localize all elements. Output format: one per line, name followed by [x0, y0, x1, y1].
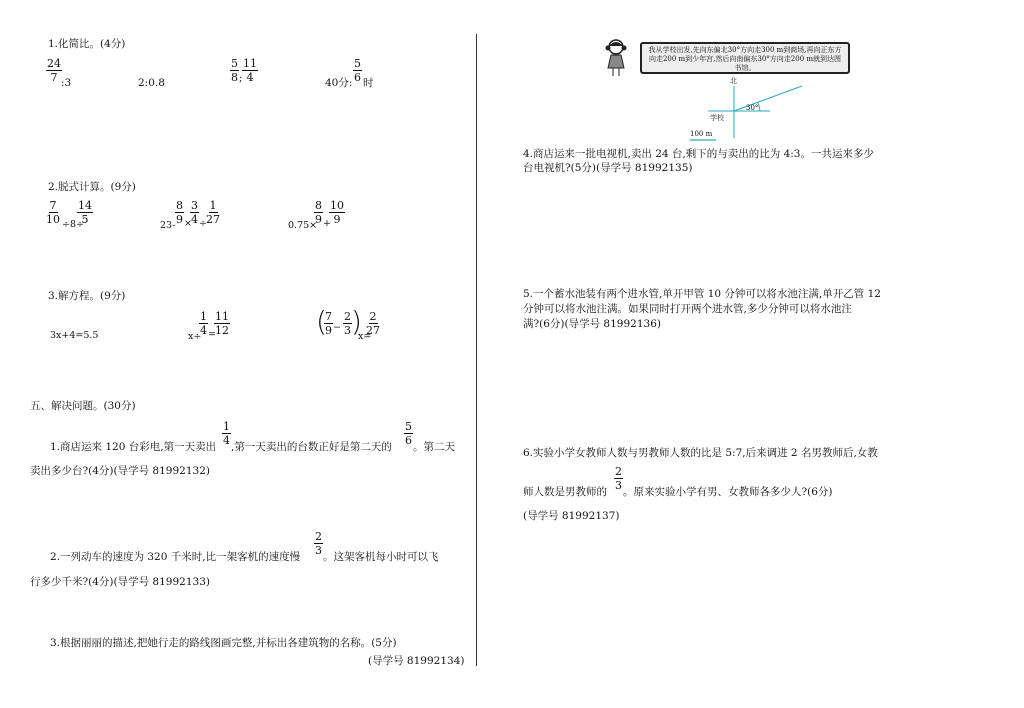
- section-5-heading: 五、解决问题。(30分): [30, 400, 136, 412]
- speech-bubble: 我从学校出发,先向东偏北30°方向走300 m到商场,再向正东方向走200 m到少年宫,然后向南偏东30°方向走200 m就到达图书馆。: [640, 42, 850, 74]
- q3-title: 3.解方程。(9分): [48, 290, 126, 302]
- q3-a: 3x+4=5.5: [50, 330, 99, 341]
- school-label: 学校: [710, 114, 724, 122]
- girl-illustration: [600, 38, 634, 78]
- q2-title: 2.脱式计算。(9分): [48, 181, 136, 193]
- north-label: 北: [730, 77, 737, 85]
- column-divider: [476, 34, 477, 666]
- route-map: [680, 78, 810, 144]
- q1-b: 2:0.8: [138, 77, 165, 89]
- q1-title: 1.化简比。(4分): [48, 38, 126, 50]
- angle-label: 30°: [746, 104, 759, 112]
- scale-label: 100 m: [690, 130, 713, 138]
